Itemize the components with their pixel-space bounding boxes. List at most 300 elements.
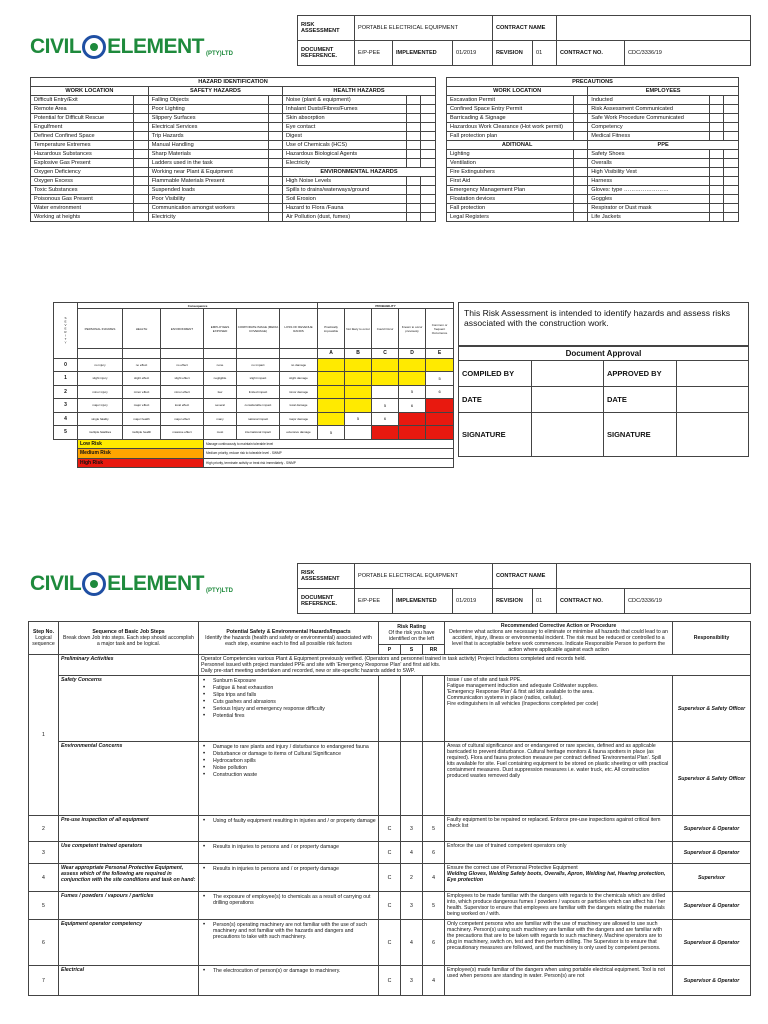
rm-prob-cell: 6 xyxy=(426,385,454,399)
hz-safety-check[interactable] xyxy=(268,195,282,204)
job-step-row xyxy=(29,816,751,842)
rm-prob-cell xyxy=(345,385,372,399)
hz-health-check[interactable] xyxy=(406,213,420,222)
risk-assessment-value-2: PORTABLE ELECTRICAL EQUIPMENT xyxy=(355,564,493,589)
rm-level: 3 xyxy=(54,399,78,413)
rm-prob-cell xyxy=(372,385,399,399)
hz-health-check-2[interactable] xyxy=(421,195,436,204)
rm-prob-cell: 5 xyxy=(399,385,426,399)
revision-label: REVISION xyxy=(493,41,533,66)
hz-safety-check[interactable] xyxy=(268,132,282,141)
hz-health-check-2[interactable] xyxy=(421,96,436,105)
hz-health: Use of Chemicals (HCS) xyxy=(283,141,407,150)
rm-header-row xyxy=(54,309,454,349)
precaution-row xyxy=(447,123,739,132)
hz-health-check-2[interactable] xyxy=(421,123,436,132)
env-hazard-item: • Damage to rare plants and injury / disturbance to endangered fauna xyxy=(201,744,376,750)
step-name: Fumes / powders / vapours / particles xyxy=(59,892,199,920)
hz-location-check[interactable] xyxy=(134,159,148,168)
rm-blank xyxy=(237,349,280,359)
hz-health-check-2[interactable] xyxy=(421,177,436,186)
env-responsibility: Supervisor & Safety Officer xyxy=(673,742,751,816)
hz-location-check[interactable] xyxy=(134,168,148,177)
rm-row xyxy=(54,358,454,372)
hz-location: Engulfment xyxy=(31,123,134,132)
hz-safety: Communication amongst workers xyxy=(148,204,268,213)
rm-consequence-cell: no damage xyxy=(280,358,318,372)
pc-employee-check-2[interactable] xyxy=(724,168,739,177)
rm-consequence-cell: none xyxy=(204,358,237,372)
implemented-label: IMPLEMENTED xyxy=(393,41,453,66)
signature-value-2[interactable] xyxy=(676,413,749,457)
rm-legend-row xyxy=(54,458,454,468)
hazard-row xyxy=(31,123,436,132)
date-value-1[interactable] xyxy=(531,387,604,413)
doc-ref-label-2: DOCUMENT REFERENCE. xyxy=(298,589,355,614)
rm-prob-cell xyxy=(318,372,345,386)
rm-letter: B xyxy=(345,349,372,359)
risk-matrix xyxy=(53,302,454,468)
pc-employee: High Visibility Vest xyxy=(588,168,710,177)
pc-location: Excavation Permit xyxy=(447,96,574,105)
hz-location-check[interactable] xyxy=(134,141,148,150)
rm-letter: A xyxy=(318,349,345,359)
risk-assessment-label-2: RISK ASSESSMENT xyxy=(298,564,355,589)
rm-prob-cell xyxy=(345,399,372,413)
hz-safety: Suspended loads xyxy=(148,186,268,195)
hz-safety-check[interactable] xyxy=(268,105,282,114)
hz-safety-check[interactable] xyxy=(268,96,282,105)
pc-location: First Aid xyxy=(447,177,574,186)
hz-safety-check[interactable] xyxy=(268,177,282,186)
rm-prob-cell: 6 xyxy=(399,399,426,413)
precaution-row xyxy=(447,168,739,177)
pc-location-check[interactable] xyxy=(573,96,588,105)
hz-health-check-2[interactable] xyxy=(421,150,436,159)
rating-p: C xyxy=(379,892,401,920)
hz-health-check[interactable] xyxy=(406,159,420,168)
pc-employee: Competency xyxy=(588,123,710,132)
rm-letter: D xyxy=(399,349,426,359)
hazard-row xyxy=(31,96,436,105)
pc-employee-check-2[interactable] xyxy=(724,159,739,168)
step-hazard-item: • The electrocution of person(s) or damage to machinery. xyxy=(201,968,376,974)
pc-employee-check-2[interactable] xyxy=(724,150,739,159)
pc-employee-check[interactable] xyxy=(709,195,724,204)
rm-consequence-cell: slight effect xyxy=(123,372,161,386)
rm-prob-header: Could Occur xyxy=(372,309,399,349)
rm-prob-cell: 5 xyxy=(318,426,345,440)
pc-location-check[interactable] xyxy=(573,213,588,222)
contract-name-label-2: CONTRACT NAME xyxy=(493,564,557,589)
step-name: Use competent trained operators xyxy=(59,842,199,864)
rm-consequence-cell: slight impact xyxy=(237,372,280,386)
hz-health-check[interactable] xyxy=(406,150,420,159)
document-approval-table xyxy=(458,346,749,457)
hz-health-check-2[interactable] xyxy=(421,132,436,141)
rm-prob-header: Practically impossible xyxy=(318,309,345,349)
precaution-row xyxy=(447,204,739,213)
rm-legend-text: High priority, terminate activity or treat risk immediately - SWMP xyxy=(204,458,454,468)
pc-employee-check[interactable] xyxy=(709,150,724,159)
rm-prob-cell xyxy=(426,358,454,372)
pc-employee-check-2[interactable] xyxy=(724,213,739,222)
h-p: P xyxy=(379,645,401,655)
pc-employee-check-2[interactable] xyxy=(724,204,739,213)
pc-employee-check[interactable] xyxy=(709,123,724,132)
step-no-1: 1 xyxy=(29,655,59,816)
rm-consequence-cell: single fatality xyxy=(78,412,123,426)
rm-consequence-cell: major health xyxy=(123,412,161,426)
rm-prob-cell: 5 xyxy=(345,412,372,426)
rm-prob-cell xyxy=(318,399,345,413)
step-action-text: Employees to be made familiar with the dangers with regards to the chemicals which are drilled into, which produce dangerous fumes / powders / vapours or particles which can affect his / her health. Supervisor to ensure that employees are familiar with the dangers relating the materials being worked on / with. xyxy=(447,893,666,917)
hz-location: Oxygen Deficiency xyxy=(31,168,134,177)
pc-location: Confined Space Entry Permit xyxy=(447,105,574,114)
document-header-2 xyxy=(297,563,751,614)
env-hazard-item: • Hydrocarbon spills xyxy=(201,758,376,764)
rm-consequence-cell: local effect xyxy=(161,399,204,413)
pc-employee-check-2[interactable] xyxy=(724,123,739,132)
step-action-text: Ensure the correct use of Personal Protective Equipment xyxy=(447,865,578,871)
rm-consequence-cell: major effect xyxy=(123,399,161,413)
hz-health-check[interactable] xyxy=(406,114,420,123)
hz-health-check[interactable] xyxy=(406,141,420,150)
hz-safety: Slippery Surfaces xyxy=(148,114,268,123)
pc-employee-check-2[interactable] xyxy=(724,105,739,114)
rm-prob-cell xyxy=(318,358,345,372)
pc-location-check[interactable] xyxy=(573,105,588,114)
pc-location: Floatation devices xyxy=(447,195,574,204)
logo2-ring-icon xyxy=(82,572,106,596)
rm-consequence-cell: several xyxy=(204,399,237,413)
safety-hazard-item: • Fatigue & heat exhaustion xyxy=(201,685,376,691)
hz-health: Electricity xyxy=(283,159,407,168)
step-no: 7 xyxy=(29,966,59,996)
rm-consequence-cell: major damage xyxy=(280,412,318,426)
step-hazard-item: • Results in injuries to persons and / or property damage xyxy=(201,866,376,872)
hazard-row xyxy=(31,195,436,204)
rm-consequence-cell: negligible xyxy=(204,372,237,386)
precaution-row xyxy=(447,213,739,222)
logo-word-element: ELEMENT xyxy=(107,35,205,58)
rm-consequence-cell: slight damage xyxy=(280,372,318,386)
rm-prob-cell xyxy=(318,412,345,426)
rating-rr: 5 xyxy=(423,816,445,842)
rm-level: 2 xyxy=(54,385,78,399)
step-hazard-item: • Results in injuries to persons and / or property damage xyxy=(201,844,376,850)
approved-by-value[interactable] xyxy=(676,361,749,387)
env-hazard-item: • Construction waste xyxy=(201,772,376,778)
hz-safety-check[interactable] xyxy=(268,141,282,150)
job-step-row xyxy=(29,920,751,966)
date-label-2: DATE xyxy=(604,387,677,413)
signature-value-1[interactable] xyxy=(531,413,604,457)
pc-employee: Safety Shoes xyxy=(588,150,710,159)
safety-hazard-item: • Potential fires xyxy=(201,713,376,719)
precaution-row xyxy=(447,150,739,159)
logo-pty: (PTY)LTD xyxy=(206,51,233,57)
pc-location-check[interactable] xyxy=(573,204,588,213)
hz-safety: Manual Handling xyxy=(148,141,268,150)
hz-health: Inhalant Dusts/Fibres/Fumes xyxy=(283,105,407,114)
rm-blank xyxy=(123,349,161,359)
rm-prob-cell xyxy=(372,426,399,440)
doc-ref-value-2: E/P-PEE xyxy=(355,589,393,614)
rm-consequence-cell: minor effect xyxy=(161,385,204,399)
signature-label-2: SIGNATURE xyxy=(604,413,677,457)
contract-no-label: CONTRACT NO. xyxy=(557,41,625,66)
date-value-2[interactable] xyxy=(676,387,749,413)
hz-safety: Electricity xyxy=(148,213,268,222)
implemented-value: 01/2019 xyxy=(453,41,493,66)
hazard-row xyxy=(31,114,436,123)
hz-safety-check[interactable] xyxy=(268,114,282,123)
hz-health-check[interactable] xyxy=(406,204,420,213)
hz-health-check-2[interactable] xyxy=(421,213,436,222)
pc-employee-check-2[interactable] xyxy=(724,96,739,105)
hz-safety-check[interactable] xyxy=(268,159,282,168)
rm-consequence-cell: multiple health xyxy=(123,426,161,440)
hz-safety-check[interactable] xyxy=(268,213,282,222)
pc-employee: Risk Assessment Communicated xyxy=(588,105,710,114)
contract-no-value: CDC/3336/19 xyxy=(625,41,751,66)
pc-employee-check[interactable] xyxy=(709,204,724,213)
pc-location-check[interactable] xyxy=(573,114,588,123)
pc-location-check[interactable] xyxy=(573,150,588,159)
hz-health-check[interactable] xyxy=(406,195,420,204)
rm-consequence-cell: minor injury xyxy=(78,385,123,399)
step-action-ppe: Welding Gloves, Welding Safety boots, Overalls, Apron, Welding hat, Hearing protection, Eye protection xyxy=(447,871,666,883)
h-recommended: Recommended Corrective Action or Procedure Determine what actions are necessary to eliminate or minimise all hazards that could lead to an accident, injury, illness or environmental incident. The risk must be reduced or controlled to a level that is acceptable before work commences. Indicate Responsible Person to perform the action where applicable against each action xyxy=(445,622,673,655)
rm-legend-spacer xyxy=(54,449,78,459)
hz-health-check[interactable] xyxy=(406,105,420,114)
step-hazard-item: • Person(s) operating machinery are not familiar with the use of such machinery and not familiar with the hazards and dangers and precautions to take with such machinery. xyxy=(201,922,376,940)
pc-sub-ppe: PPE xyxy=(588,141,739,150)
rating-p: C xyxy=(379,966,401,996)
hazard-row xyxy=(31,105,436,114)
hz-health-check-2[interactable] xyxy=(421,141,436,150)
pc-employee-check-2[interactable] xyxy=(724,186,739,195)
implemented-value-2: 01/2019 xyxy=(453,589,493,614)
rm-prob-cell: 5 xyxy=(372,399,399,413)
hz-safety-check[interactable] xyxy=(268,168,282,177)
hz-location-check[interactable] xyxy=(134,186,148,195)
rm-consequence-cell: no effect xyxy=(161,358,204,372)
rating-p: C xyxy=(379,842,401,864)
hz-health-check-2[interactable] xyxy=(421,114,436,123)
step-responsibility: Supervisor & Operator xyxy=(673,892,751,920)
pc-employee-check-2[interactable] xyxy=(724,177,739,186)
rm-consequence-title: Consequence xyxy=(78,303,318,309)
hz-health-check[interactable] xyxy=(406,123,420,132)
rating-s: 2 xyxy=(401,864,423,892)
hz-health-check-2[interactable] xyxy=(421,186,436,195)
pc-location-check[interactable] xyxy=(573,177,588,186)
pc-employee-check[interactable] xyxy=(709,186,724,195)
hz-location-check[interactable] xyxy=(134,114,148,123)
pc-location-check[interactable] xyxy=(573,195,588,204)
rating-s: 4 xyxy=(401,842,423,864)
revision-label-2: REVISION xyxy=(493,589,533,614)
rating-p: C xyxy=(379,816,401,842)
h-s: S xyxy=(401,645,423,655)
h-step: Step No. Logical sequence xyxy=(29,622,59,655)
pc-employee-check[interactable] xyxy=(709,168,724,177)
pc-employee-check[interactable] xyxy=(709,114,724,123)
hz-location: Toxic Substances xyxy=(31,186,134,195)
step-no: 4 xyxy=(29,864,59,892)
intro-box: This Risk Assessment is intended to identify hazards and assess risks associated with the construction work. xyxy=(458,302,749,346)
hz-safety: Trip Hazards xyxy=(148,132,268,141)
hz-location-check[interactable] xyxy=(134,204,148,213)
step-hazard xyxy=(199,966,379,996)
rm-prob-cell xyxy=(399,358,426,372)
pc-employee-check-2[interactable] xyxy=(724,114,739,123)
step-prelim: Preliminary Activities xyxy=(59,655,199,676)
step-environment: Environmental Concerns xyxy=(59,742,199,816)
hz-safety-check[interactable] xyxy=(268,150,282,159)
hz-location-check[interactable] xyxy=(134,195,148,204)
step-hazard xyxy=(199,920,379,966)
rating-rr: 4 xyxy=(423,864,445,892)
pc-sub-additional: ADITIONAL xyxy=(447,141,588,150)
hz-health-check-2[interactable] xyxy=(421,105,436,114)
rm-level: 1 xyxy=(54,372,78,386)
hz-location-check[interactable] xyxy=(134,177,148,186)
safety-actions: Issue / use of site and task PPE. Fatigue management induction and adequate Coldwater supplies. 'Emergency Response Plan' & first aid kits available to the area. Communication systems in place (radios, cellular). Fire extinguishers in all vehicles (Inspections completed per code) xyxy=(445,676,673,742)
hz-health-check[interactable] xyxy=(406,177,420,186)
rm-consequence-cell: international impact xyxy=(237,426,280,440)
logo-word-civil: CIVIL xyxy=(30,35,82,58)
rating-p: C xyxy=(379,864,401,892)
hz-location-check[interactable] xyxy=(134,105,148,114)
hz-location: Hazardous Substances xyxy=(31,150,134,159)
hz-location-check[interactable] xyxy=(134,213,148,222)
job-step-row xyxy=(29,842,751,864)
rm-consequence-cell: extensive damage xyxy=(280,426,318,440)
hz-health: Spills to drains/waterways/ground xyxy=(283,186,407,195)
hz-location: Explosive Gas Present xyxy=(31,159,134,168)
pc-location-check[interactable] xyxy=(573,123,588,132)
hz-health: Soil Erosion xyxy=(283,195,407,204)
hz-health-check[interactable] xyxy=(406,132,420,141)
compiled-by-value[interactable] xyxy=(531,361,604,387)
rating-s: 3 xyxy=(401,816,423,842)
step-name: Wear appropriate Personal Protective Equipment, assess which of the following are required in conjunction with the site conditions and task on hand: xyxy=(59,864,199,892)
env-hazards xyxy=(199,742,379,816)
hz-safety-check[interactable] xyxy=(268,123,282,132)
step-hazard xyxy=(199,864,379,892)
env-hazard-item: • Noise pollution xyxy=(201,765,376,771)
h-rr: RR xyxy=(423,645,445,655)
pc-employee: Goggles xyxy=(588,195,710,204)
pc-location-check[interactable] xyxy=(573,159,588,168)
hz-safety-check[interactable] xyxy=(268,186,282,195)
hz-health: Noise (plant & equipment) xyxy=(283,96,407,105)
pc-location-check[interactable] xyxy=(573,132,588,141)
step-action xyxy=(445,864,673,892)
hz-location-check[interactable] xyxy=(134,96,148,105)
hz-health-check[interactable] xyxy=(406,96,420,105)
rm-prob-cell xyxy=(318,385,345,399)
safety-hazard-item: • Serious Injury and emergency response difficulty xyxy=(201,706,376,712)
job-step-row xyxy=(29,864,751,892)
hz-location-check[interactable] xyxy=(134,123,148,132)
pc-employee-check-2[interactable] xyxy=(724,132,739,141)
h-responsibility: Responsibility xyxy=(673,622,751,655)
step-action xyxy=(445,842,673,864)
h-potential: Potential Safety & Environmental Hazards/Impacts Identify the hazards (health and safety or environmental) associated with each step, examine each to find all possible risk factors xyxy=(199,622,379,655)
pc-employee-check[interactable] xyxy=(709,105,724,114)
hazard-id-title: HAZARD IDENTIFICATION xyxy=(31,78,436,87)
rm-prob-cell: 5 xyxy=(426,372,454,386)
hz-health-check-2[interactable] xyxy=(421,159,436,168)
pc-employee-check[interactable] xyxy=(709,213,724,222)
compiled-by-label: COMPILED BY xyxy=(459,361,532,387)
hazard-row xyxy=(31,141,436,150)
hazard-row xyxy=(31,177,436,186)
hz-location-check[interactable] xyxy=(134,132,148,141)
rating-s: 3 xyxy=(401,966,423,996)
rm-prob-cell xyxy=(399,412,426,426)
hz-health: Skin absorption xyxy=(283,114,407,123)
hz-safety: Electrical Services xyxy=(148,123,268,132)
hz-health: Hazardous Biological Agents xyxy=(283,150,407,159)
pc-employee-check[interactable] xyxy=(709,96,724,105)
hz-health: Eye contact xyxy=(283,123,407,132)
rm-legend-text: Manage continuously to maintain tolerable level xyxy=(204,439,454,449)
hz-health-check[interactable] xyxy=(406,186,420,195)
pc-location-check[interactable] xyxy=(573,168,588,177)
pc-location-check[interactable] xyxy=(573,186,588,195)
hz-location-check[interactable] xyxy=(134,150,148,159)
pc-employee: Respirator or Dust mask xyxy=(588,204,710,213)
rm-consequence-cell: considerable impact xyxy=(237,399,280,413)
pc-employee-check[interactable] xyxy=(709,177,724,186)
implemented-label-2: IMPLEMENTED xyxy=(393,589,453,614)
pc-location: Legal Registers xyxy=(447,213,574,222)
pc-employee-check-2[interactable] xyxy=(724,195,739,204)
rm-legend-label: Low Risk xyxy=(78,439,204,449)
pc-employee-check[interactable] xyxy=(709,132,724,141)
hz-health: Air Pollution (dust, fumes) xyxy=(283,213,407,222)
hz-health-check-2[interactable] xyxy=(421,204,436,213)
hz-safety: Working near Plant & Equipment xyxy=(148,168,268,177)
rating-rr: 4 xyxy=(423,966,445,996)
rm-legend-row xyxy=(54,449,454,459)
rm-consequence-cell: no injury xyxy=(78,358,123,372)
safety-hazard-item: • Cuts gashes and abrasions xyxy=(201,699,376,705)
hz-safety: Poor Lighting xyxy=(148,105,268,114)
rm-probability-title: PROBABILITY xyxy=(318,303,454,309)
rm-prob-cell xyxy=(426,412,454,426)
safety-hazard-item: • Slips trips and falls xyxy=(201,692,376,698)
precaution-row xyxy=(447,177,739,186)
step-hazard xyxy=(199,892,379,920)
rm-letter: E xyxy=(426,349,454,359)
step-action-text: Employee(s) made familiar of the dangers when using portable electrical equipment. Tool is not used when persons are standing in water. Person(s) are not xyxy=(447,967,665,979)
hazard-row xyxy=(31,150,436,159)
hz-safety-check[interactable] xyxy=(268,204,282,213)
pc-employee: Gloves: type …………………… xyxy=(588,186,710,195)
pc-employee: Medical Fitness xyxy=(588,132,710,141)
hz-safety: Flammable Materials Present xyxy=(148,177,268,186)
pc-col-employees: EMPLOYEES xyxy=(588,87,739,96)
rm-prob-cell xyxy=(345,358,372,372)
hz-location: Difficult Entry/Exit xyxy=(31,96,134,105)
pc-employee-check[interactable] xyxy=(709,159,724,168)
